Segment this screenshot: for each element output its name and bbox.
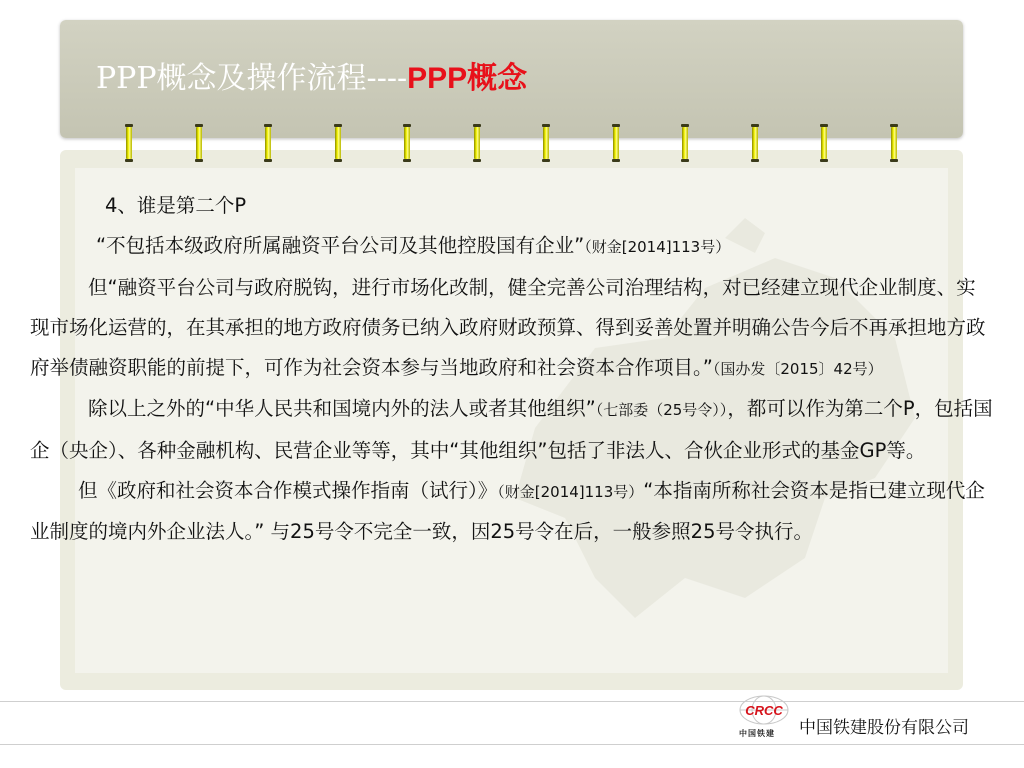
logo-subtitle: 中国铁建 — [739, 729, 775, 738]
binder-ring-icon — [332, 124, 344, 162]
section-heading — [30, 186, 995, 226]
p4-text-a: 但《政府和社会资本合作模式操作指南（试行）》 — [78, 479, 498, 503]
title-banner — [60, 20, 963, 138]
binder-ring-icon — [679, 124, 691, 162]
binder-ring-icon — [262, 124, 274, 162]
binder-rings — [0, 124, 1024, 164]
footer-divider-top — [0, 701, 1024, 702]
binder-ring-icon — [818, 124, 830, 162]
paragraph-1 — [30, 226, 995, 267]
logo-text: CRCC — [745, 703, 783, 718]
title-accent: PPP概念 — [407, 62, 528, 95]
paragraph-4 — [30, 471, 995, 553]
p4-text-b: “本指南所称社会资本是指已建立现代企业制度的境内外企业法人。” 与25号令不完全一致，因25号令在后，一般参照25号令执行。 — [30, 479, 985, 544]
binder-ring-icon — [471, 124, 483, 162]
binder-ring-icon — [540, 124, 552, 162]
p2-reference: （国办发〔2015〕42号） — [712, 360, 883, 379]
p2-text: 但“融资平台公司与政府脱钩，进行市场化改制，健全完善公司治理结构，对已经建立现代企业制度、实现市场化运营的，在其承担的地方政府债务已纳入政府财政预算、得到妥善处置并明确公告今后不再承担地方政府举债融资职能的前提下，可作为社会资本参与当地政府和社会资本合作项目。” — [30, 275, 986, 380]
title-main: PPP概念及操作流程---- — [96, 61, 408, 96]
paragraph-3 — [30, 389, 995, 471]
heading-text: 4、谁是第二个P — [105, 194, 247, 217]
binder-ring-icon — [749, 124, 761, 162]
footer-divider-bottom — [0, 744, 1024, 745]
p3-reference: （七部委（25号令）） — [595, 401, 728, 420]
slide-title — [96, 53, 527, 97]
p3-text-b: ，都可以作为第二个P，包括国企（央企）、各种金融机构、民营企业等等，其中“其他组织”包括了非法人、合伙企业形式的基金GP等。 — [30, 397, 993, 462]
p3-text-a: 除以上之外的“中华人民共和国境内外的法人或者其他组织” — [88, 397, 596, 421]
p1-reference: （财金[2014]113号） — [584, 238, 731, 257]
binder-ring-icon — [888, 124, 900, 162]
company-name: 中国铁建股份有限公司 — [799, 718, 969, 738]
binder-ring-icon — [610, 124, 622, 162]
p1-text: “不包括本级政府所属融资平台公司及其他控股国有企业” — [96, 234, 585, 258]
binder-ring-icon — [193, 124, 205, 162]
binder-ring-icon — [123, 124, 135, 162]
p4-reference: （财金[2014]113号） — [497, 483, 644, 502]
paragraph-2 — [30, 268, 995, 390]
binder-ring-icon — [401, 124, 413, 162]
body-text — [30, 186, 995, 553]
